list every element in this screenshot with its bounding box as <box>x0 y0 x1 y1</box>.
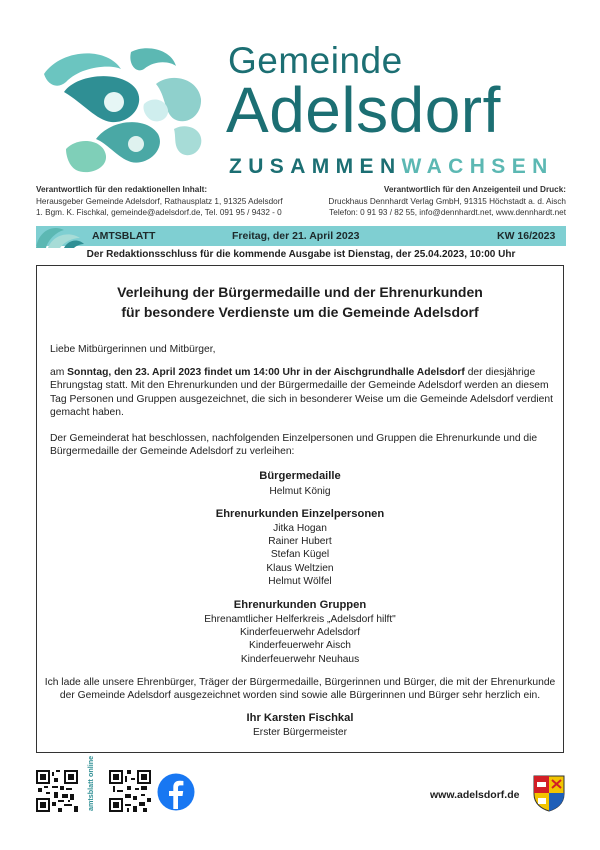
gemeinde-logo-graphic <box>36 44 206 179</box>
amtsblatt-online-text: amtsblatt online <box>86 755 95 811</box>
deadline-notice: Der Redaktionsschluss für die kommende Ausgabe ist Dienstag, der 25.04.2023, 10:00 Uhr <box>86 249 516 260</box>
imprint-editorial-line-1: Herausgeber Gemeinde Adelsdorf, Rathausplatz 1, 91325 Adelsdorf <box>36 196 283 206</box>
coat-of-arms-icon <box>532 774 566 812</box>
amtsblatt-online-label <box>80 755 102 814</box>
imprint-print-heading: Verantwortlich für den Anzeigenteil und Druck: <box>383 185 566 194</box>
article-title-line-2: für besondere Verdienste um die Gemeinde Adelsdorf <box>121 304 479 320</box>
list-item: Stefan Kügel <box>270 549 330 561</box>
list-item: Ehrenamtlicher Helferkreis „Adelsdorf hilft" <box>204 614 396 625</box>
list-item: Jitka Hogan <box>273 523 327 534</box>
salutation: Liebe Mitbürgerinnen und Mitbürger, <box>50 344 216 355</box>
tagline-part-1: ZUSAMMEN <box>229 155 402 178</box>
groups-list <box>40 613 560 666</box>
website-link[interactable]: www.adelsdorf.de <box>430 789 520 801</box>
medal-recipients <box>40 485 560 498</box>
imprint-print-line-1: Druckhaus Dennhardt Verlag GmbH, 91315 Höchstadt a. d. Aisch <box>328 196 566 206</box>
bar-droplets-icon <box>34 218 86 250</box>
article-paragraph-1 <box>50 366 555 419</box>
brand-title-gemeinde: Gemeinde <box>228 40 403 81</box>
list-item: Kinderfeuerwehr Adelsdorf <box>239 627 361 639</box>
qr-code-icon[interactable] <box>36 770 78 812</box>
list-item: Rainer Hubert <box>268 536 332 548</box>
facebook-icon[interactable] <box>157 773 195 811</box>
individuals-list <box>40 522 560 588</box>
issue-date: Freitag, der 21. April 2023 <box>232 230 360 242</box>
article-title <box>40 282 560 322</box>
article-paragraph-2: Der Gemeinderat hat beschlossen, nachfolgenden Einzelpersonen und Gruppen die Ehrenurkunde und die Bürgermedaille der Gemeinde Adelsdorf zu verleihen: <box>50 433 538 458</box>
imprint-editorial-line-2: 1. Bgm. K. Fischkal, gemeinde@adelsdorf.de, Tel. 091 95 / 9432 - 0 <box>36 208 282 217</box>
list-item: Helmut Wölfel <box>268 575 332 587</box>
p1-bold: Sonntag, den 23. April 2023 findet um 14:00 Uhr in der Aischgrundhalle Adelsdorf <box>67 367 465 378</box>
imprint-print <box>296 184 566 219</box>
amtsblatt-label: AMTSBLATT <box>92 230 156 242</box>
qr-code-icon[interactable] <box>109 770 151 812</box>
issue-week: KW 16/2023 <box>497 230 556 242</box>
article-title-line-1: Verleihung der Bürgermedaille und der Ehrenurkunden <box>117 284 483 300</box>
tagline-part-2: WACHSEN <box>401 155 554 178</box>
closing-paragraph: Ich lade alle unsere Ehrenbürger, Träger der Bürgermedaille, Bürgerinnen und Bürger, die mit der Ehrenurkunde der Gemeinde Adelsdorf ausgezeichnet worden sind sowie alle Bürgerinnen und Bürger sehr herzlich ein. <box>44 677 556 702</box>
imprint-print-line-2: Telefon: 0 91 93 / 82 55, info@dennhardt.net, www.dennhardt.net <box>329 208 566 217</box>
medal-title: Bürgermedaille <box>259 470 341 482</box>
p1-lead: am <box>50 367 68 378</box>
brand-title-adelsdorf: Adelsdorf <box>226 74 501 146</box>
list-item: Klaus Weltzien <box>266 562 334 574</box>
list-item: Kinderfeuerwehr Aisch <box>249 640 351 652</box>
signature-title: Erster Bürgermeister <box>253 727 347 738</box>
list-item: Helmut König <box>269 486 331 497</box>
list-item: Kinderfeuerwehr Neuhaus <box>240 653 360 665</box>
groups-title: Ehrenurkunden Gruppen <box>233 599 367 611</box>
imprint-editorial-heading: Verantwortlich für den redaktionellen Inhalt: <box>36 185 208 194</box>
signature-name: Ihr Karsten Fischkal <box>246 712 354 724</box>
imprint-editorial <box>36 184 306 219</box>
individuals-title: Ehrenurkunden Einzelpersonen <box>215 508 385 520</box>
p1-rest: der diesjährige Ehrungstag statt. Mit den Ehrenurkunden und der Bürgermedaille der Gemeinde Adelsdorf werden an diesem Tag Personen und Gruppen ausgezeichnet, die sich in besonderer Weise um die Gemeinde Adelsdorf verdient gemacht haben. <box>50 367 553 418</box>
brand-tagline <box>229 155 554 179</box>
